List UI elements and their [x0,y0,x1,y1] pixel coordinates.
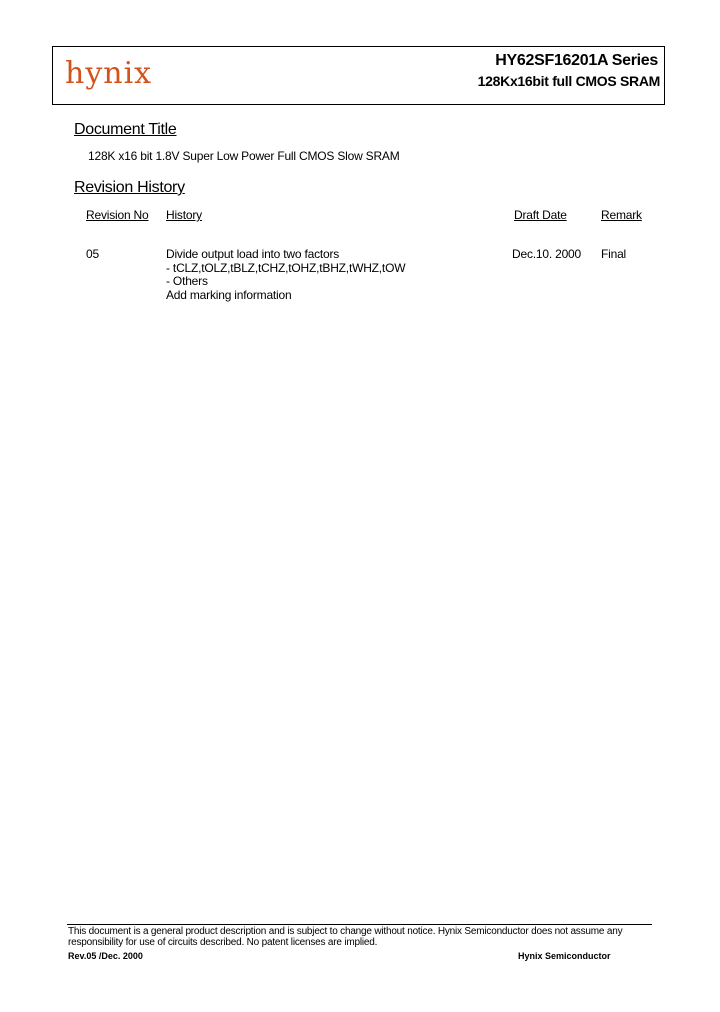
history-line: Divide output load into two factors [166,247,340,261]
document-title-text: 128K x16 bit 1.8V Super Low Power Full CMOS Slow SRAM [88,149,400,163]
row-revision-no: 05 [86,247,99,261]
footer-disclaimer-line: This document is a general product description and is subject to change without notice. Hynix Semiconductor does not assume any [68,926,623,937]
history-line: Add marking information [166,288,292,302]
row-draft-date: Dec.10. 2000 [512,247,581,261]
history-line: - Others [166,274,208,288]
document-title-heading: Document Title [74,121,177,138]
col-draft-date: Draft Date [514,208,567,222]
revision-history-heading: Revision History [74,179,185,196]
header-box [52,46,665,105]
col-history: History [166,208,202,222]
footer-rule [67,924,652,925]
footer-disclaimer [68,926,654,948]
product-subtitle: 128Kx16bit full CMOS SRAM [477,73,660,89]
series-title: HY62SF16201A Series [495,52,658,69]
hynix-logo: hynix [65,56,153,91]
footer-revision: Rev.05 /Dec. 2000 [68,951,143,961]
col-revision-no: Revision No [86,208,149,222]
footer-disclaimer-line: responsibility for use of circuits described. No patent licenses are implied. [68,937,378,948]
footer-company: Hynix Semiconductor [518,951,611,961]
row-remark: Final [601,247,627,261]
col-remark: Remark [601,208,642,222]
history-line: - tCLZ,tOLZ,tBLZ,tCHZ,tOHZ,tBHZ,tWHZ,tOW [166,261,406,275]
